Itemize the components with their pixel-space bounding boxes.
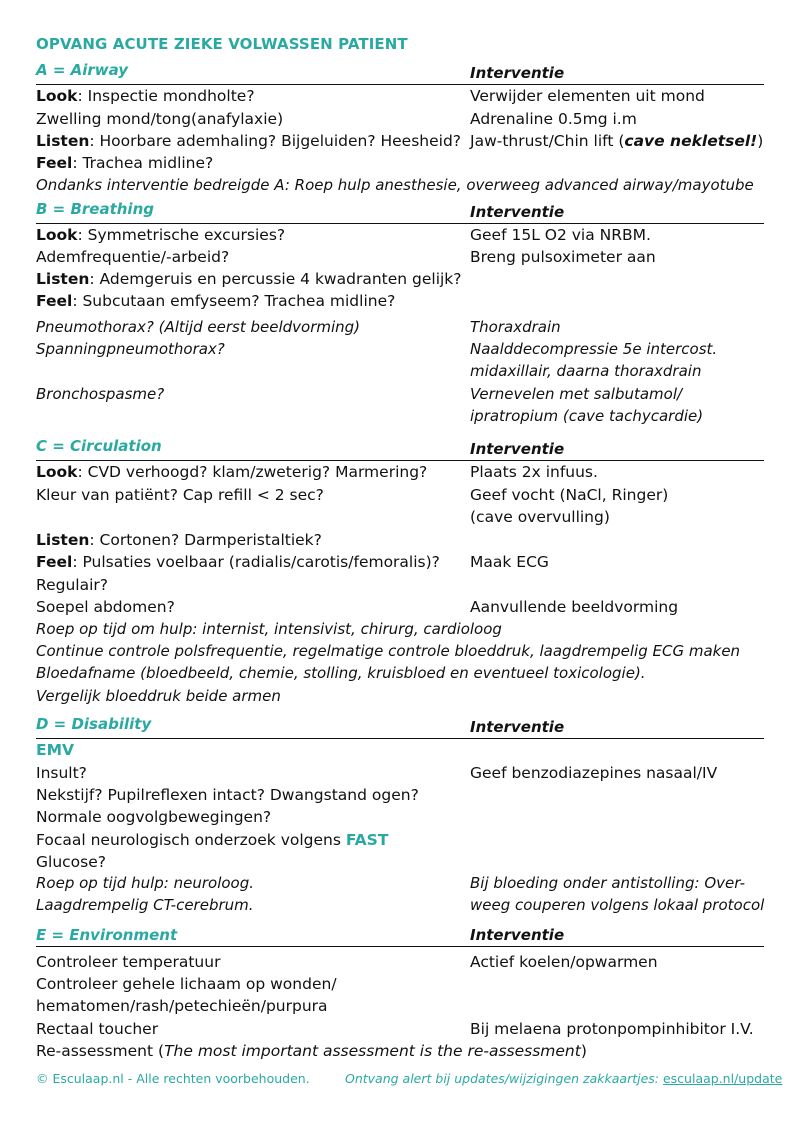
a-int-3-post: ) [757, 132, 764, 150]
d-int-italic-2: weeg couperen volgens lokaal protocol [470, 896, 765, 914]
section-d-divider [36, 738, 764, 739]
a-feel-label: Feel [36, 154, 73, 172]
c-note-1: Roep op tijd om hulp: internist, intensivist, chirurg, cardioloog [36, 620, 502, 638]
footer-alert [345, 1071, 782, 1086]
c-feel-label: Feel [36, 553, 73, 571]
b-italic-1: Pneumothorax? (Altijd eerst beeldvorming) [36, 318, 361, 336]
b-line-2: Ademfrequentie/-arbeid? [36, 248, 230, 266]
c-look-line [36, 463, 427, 481]
c-listen-line [36, 531, 322, 549]
c-line-2: Kleur van patiënt? Cap refill < 2 sec? [36, 486, 324, 504]
e-line-5-pre: Re-assessment ( [36, 1042, 165, 1060]
d-italic-1: Roep op tijd hulp: neuroloog. [36, 874, 255, 892]
d-line-3: Normale oogvolgbewegingen? [36, 808, 272, 826]
a-int-1: Verwijder elementen uit mond [470, 87, 705, 105]
c-int-3: (cave overvulling) [470, 508, 610, 526]
e-int-4: Bij melaena protonpompinhibitor I.V. [470, 1020, 754, 1038]
e-line-5-italic: The most important assessment is the re-assessment [164, 1042, 581, 1060]
c-int-2: Geef vocht (NaCl, Ringer) [470, 486, 669, 504]
e-line-5-post: ) [580, 1042, 587, 1060]
e-line-5 [36, 1042, 587, 1060]
d-line-1: Insult? [36, 764, 87, 782]
footer-alert-text: Ontvang alert bij updates/wijzigingen zakkaartjes: [345, 1071, 663, 1086]
b-int-1: Geef 15L O2 via NRBM. [470, 226, 651, 244]
footer-update-link[interactable]: esculaap.nl/update [662, 1071, 783, 1086]
c-int-4: Maak ECG [470, 553, 549, 571]
section-e-divider [36, 946, 764, 947]
b-listen-text: : Ademgeruis en percussie 4 kwadranten gelijk? [89, 270, 462, 288]
d-int-1: Geef benzodiazepines nasaal/IV [470, 764, 718, 782]
c-int-1: Plaats 2x infuus. [470, 463, 598, 481]
c-note-2: Continue controle polsfrequentie, regelmatige controle bloeddruk, laagdrempelig ECG maken [36, 642, 741, 660]
a-int-3-bold: cave nekletsel! [624, 132, 758, 150]
d-fast-label: FAST [345, 831, 389, 849]
e-line-1: Controleer temperatuur [36, 953, 221, 971]
b-look-label: Look [36, 226, 78, 244]
b-int-2: Breng pulsoximeter aan [470, 248, 656, 266]
a-note: Ondanks interventie bedreigde A: Roep hulp anesthesie, overweeg advanced airway/mayotube [36, 176, 754, 194]
a-int-3 [470, 132, 763, 150]
a-line-2: Zwelling mond/tong(anafylaxie) [36, 110, 284, 128]
a-listen-text: : Hoorbare ademhaling? Bijgeluiden? Heesheid? [89, 132, 462, 150]
c-feel-text: : Pulsaties voelbaar (radialis/carotis/femoralis)? [72, 553, 440, 571]
b-feel-label: Feel [36, 292, 73, 310]
c-listen-text: : Cortonen? Darmperistaltiek? [89, 531, 322, 549]
c-look-text: : CVD verhoogd? klam/zweterig? Marmering? [77, 463, 428, 481]
a-look-text: : Inspectie mondholte? [77, 87, 255, 105]
section-c-heading: C = Circulation [36, 437, 162, 455]
e-line-3: hematomen/rash/petechieën/purpura [36, 997, 328, 1015]
c-note-3: Bloedafname (bloedbeeld, chemie, stolling, kruisbloed en eventueel toxicologie). [36, 664, 646, 682]
b-look-text: : Symmetrische excursies? [77, 226, 286, 244]
d-emv-label: EMV [36, 741, 75, 759]
section-b-interventie-label: Interventie [470, 203, 565, 221]
d-italic-2: Laagdrempelig CT-cerebrum. [36, 896, 254, 914]
b-int-italic-2: Naalddecompressie 5e intercost. [470, 340, 718, 358]
c-line-6: Regulair? [36, 576, 108, 594]
section-a-interventie-label: Interventie [470, 64, 565, 82]
a-look-label: Look [36, 87, 78, 105]
b-int-italic-5: ipratropium (cave tachycardie) [470, 407, 704, 425]
a-int-3-pre: Jaw-thrust/Chin lift ( [470, 132, 625, 150]
section-a-heading: A = Airway [36, 61, 129, 79]
page-title: OPVANG ACUTE ZIEKE VOLWASSEN PATIENT [36, 35, 408, 53]
c-line-7: Soepel abdomen? [36, 598, 175, 616]
d-int-italic-1: Bij bloeding onder antistolling: Over- [470, 874, 745, 892]
section-d-interventie-label: Interventie [470, 718, 565, 736]
b-feel-line [36, 292, 395, 310]
e-line-2: Controleer gehele lichaam op wonden/ [36, 975, 337, 993]
b-int-italic-1: Thoraxdrain [470, 318, 561, 336]
section-b-heading: B = Breathing [36, 200, 154, 218]
b-feel-text: : Subcutaan emfyseem? Trachea midline? [72, 292, 396, 310]
section-e-heading: E = Environment [36, 926, 178, 944]
b-listen-line [36, 270, 462, 288]
d-line-4 [36, 831, 388, 849]
b-listen-label: Listen [36, 270, 90, 288]
a-listen-line [36, 132, 461, 150]
a-int-2: Adrenaline 0.5mg i.m [470, 110, 637, 128]
a-feel-line [36, 154, 213, 172]
e-line-4: Rectaal toucher [36, 1020, 159, 1038]
section-b-divider [36, 223, 764, 224]
c-feel-line [36, 553, 440, 571]
a-look-line [36, 87, 255, 105]
section-d-heading: D = Disability [36, 715, 152, 733]
section-c-interventie-label: Interventie [470, 440, 565, 458]
section-c-divider [36, 460, 764, 461]
e-int-1: Actief koelen/opwarmen [470, 953, 658, 971]
c-listen-label: Listen [36, 531, 90, 549]
b-look-line [36, 226, 285, 244]
a-feel-text: : Trachea midline? [72, 154, 214, 172]
section-e-interventie-label: Interventie [470, 926, 565, 944]
d-line-4-text: Focaal neurologisch onderzoek volgens [36, 831, 346, 849]
b-int-italic-4: Vernevelen met salbutamol/ [470, 385, 683, 403]
c-look-label: Look [36, 463, 78, 481]
d-line-2: Nekstijf? Pupilreflexen intact? Dwangstand ogen? [36, 786, 419, 804]
b-italic-2: Spanningpneumothorax? [36, 340, 225, 358]
b-italic-3: Bronchospasme? [36, 385, 165, 403]
footer-copyright: © Esculaap.nl - Alle rechten voorbehouden. [36, 1071, 310, 1086]
c-int-5: Aanvullende beeldvorming [470, 598, 679, 616]
b-int-italic-3: midaxillair, daarna thoraxdrain [470, 362, 702, 380]
a-listen-label: Listen [36, 132, 90, 150]
d-line-5: Glucose? [36, 853, 106, 871]
section-a-divider [36, 84, 764, 85]
c-note-4: Vergelijk bloeddruk beide armen [36, 687, 281, 705]
